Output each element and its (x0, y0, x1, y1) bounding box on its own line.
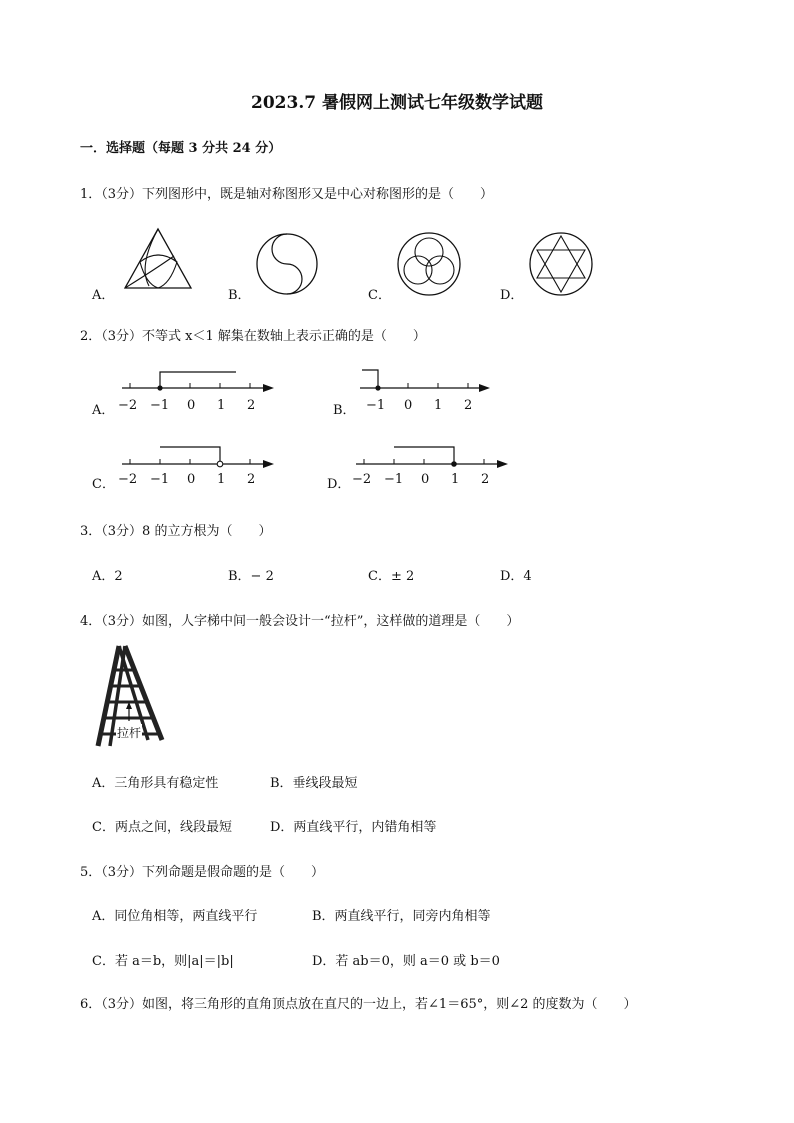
question-5-text: 5．（3分）下列命题是假命题的是（ ） (80, 865, 325, 880)
q1-figure-c-circles (395, 230, 463, 298)
q5-option-a: A．同位角相等，两直线平行 (92, 909, 258, 924)
q4-figure-label: 拉杆 (117, 726, 142, 740)
q3-option-b: B．− 2 (228, 569, 274, 584)
q2-option-d-label: D． (327, 477, 351, 492)
page-title: 2023.7 暑假网上测试七年级数学试题 (251, 93, 543, 113)
q1-option-d-label: D． (500, 288, 524, 303)
q2-c-tick-m2: −2 (118, 472, 138, 487)
q3-option-a: A．2 (92, 569, 123, 584)
q2-c-tick-m1: −1 (150, 472, 170, 487)
question-4-text: 4．（3分）如图，人字梯中间一般会设计一“拉杆”，这样做的道理是（ ） (80, 614, 520, 629)
q2-b-tick-m1: −1 (366, 398, 386, 413)
q2-d-tick-m1: −1 (384, 472, 404, 487)
q2-d-tick-2: 2 (481, 472, 490, 487)
section-heading: 一．选择题（每题 3 分共 24 分） (80, 141, 282, 156)
q2-b-tick-1: 1 (434, 398, 443, 413)
q2-number-line-b (356, 366, 496, 396)
q1-option-a-label: A． (92, 288, 115, 303)
q5-option-c: C．若 a＝b，则|a|＝|b| (92, 954, 234, 969)
q5-option-b: B．两直线平行，同旁内角相等 (312, 909, 491, 924)
q2-number-line-a (118, 366, 278, 396)
q4-option-c: C．两点之间，线段最短 (92, 820, 232, 835)
question-3-text: 3．（3分）8 的立方根为（ ） (80, 524, 272, 539)
q2-c-tick-1: 1 (217, 472, 226, 487)
q2-a-tick-1: 1 (217, 398, 226, 413)
q2-b-tick-2: 2 (464, 398, 473, 413)
q2-d-tick-0: 0 (421, 472, 430, 487)
q4-option-d: D．两直线平行，内错角相等 (270, 820, 437, 835)
question-2-text: 2．（3分）不等式 x＜1 解集在数轴上表示正确的是（ ） (80, 329, 426, 344)
q2-b-tick-0: 0 (404, 398, 413, 413)
question-6-text: 6．（3分）如图，将三角形的直角顶点放在直尺的一边上，若∠1＝65°，则∠2 的度数为（ ） (80, 997, 637, 1012)
q2-d-tick-m2: −2 (352, 472, 372, 487)
q1-figure-b-yin-yang (255, 232, 319, 296)
question-1-text: 1．（3分）下列图形中，既是轴对称图形又是中心对称图形的是（ ） (80, 187, 494, 202)
q2-a-tick-2: 2 (247, 398, 256, 413)
q3-option-d: D．4 (500, 569, 532, 584)
q1-option-c-label: C． (368, 288, 391, 303)
q2-option-c-label: C． (92, 477, 115, 492)
q2-d-tick-1: 1 (451, 472, 460, 487)
q4-option-a: A．三角形具有稳定性 (92, 776, 219, 791)
q1-figure-d-star-of-david (527, 230, 595, 298)
q2-option-a-label: A． (92, 403, 115, 418)
q2-a-tick-0: 0 (187, 398, 196, 413)
q2-number-line-c (118, 442, 278, 472)
q2-number-line-d (352, 442, 514, 472)
q1-figure-a-triangle (122, 226, 194, 292)
q2-c-tick-0: 0 (187, 472, 196, 487)
q1-option-b-label: B． (228, 288, 251, 303)
q5-option-d: D．若 ab＝0，则 a＝0 或 b＝0 (312, 954, 500, 969)
q2-a-tick-m1: −1 (150, 398, 170, 413)
q2-c-tick-2: 2 (247, 472, 256, 487)
q4-option-b: B．垂线段最短 (270, 776, 358, 791)
q2-option-b-label: B． (333, 403, 356, 418)
q2-a-tick-m2: −2 (118, 398, 138, 413)
q3-option-c: C．± 2 (368, 569, 415, 584)
